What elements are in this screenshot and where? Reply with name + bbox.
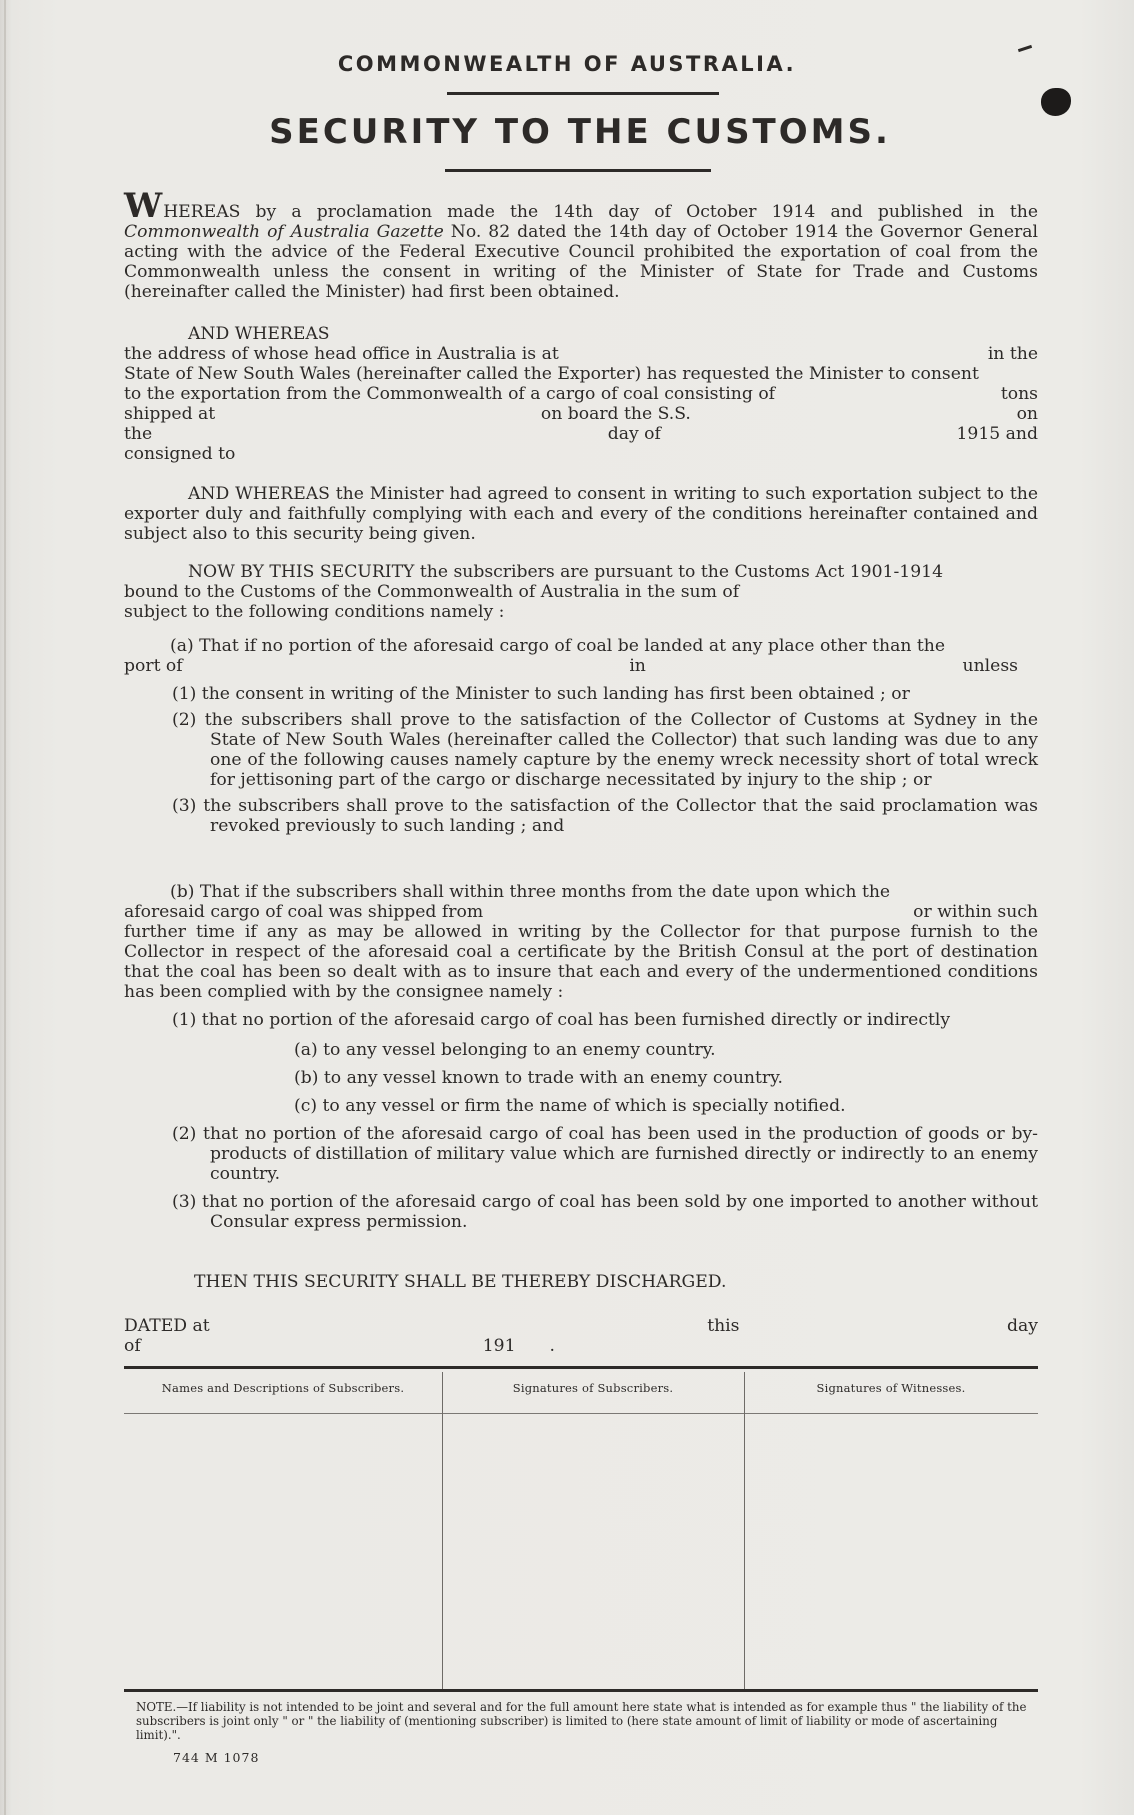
title-rule — [445, 169, 711, 172]
drop-cap: W — [124, 186, 163, 226]
whereas-paragraph — [124, 186, 1038, 302]
condition-b-item-1: (1) that no portion of the aforesaid cargo of coal has been furnished directly or indirectly — [172, 1010, 951, 1030]
and-whereas-block — [124, 324, 1038, 464]
table-top-rule — [124, 1366, 1038, 1369]
exporter-text: State of New South Wales (hereinafter called the Exporter) has requested the Minister to consent — [124, 364, 979, 384]
within-such-label: or within such — [913, 902, 1038, 922]
shipped-from-label: aforesaid cargo of coal was shipped from — [124, 902, 484, 922]
shipped-at-label: shipped at — [124, 404, 216, 424]
commonwealth-heading: COMMONWEALTH OF AUSTRALIA. — [337, 52, 797, 76]
page-edge — [4, 0, 6, 1815]
tons-label: tons — [1000, 384, 1038, 404]
of-label: of — [124, 1336, 141, 1356]
condition-a-item-1: (1) the consent in writing of the Minister to such landing has first been obtained ; or — [172, 684, 910, 704]
document-title: SECURITY TO THE CUSTOMS. — [269, 112, 891, 152]
condition-a-item-2: (2) the subscribers shall prove to the satisfaction of the Collector of Customs at Sydney in the State of New South Wales (hereinafter called the Collector) that such landing was due to any one of the following causes namely capture by the enemy wreck necessity short of total wreck for jettisoning part of the cargo or discharge necessitated by injury to the ship ; or — [172, 710, 1038, 790]
address-label: the address of whose head office in Australia is at — [124, 344, 559, 364]
table-bottom-rule — [124, 1689, 1038, 1692]
minister-agreed-paragraph — [124, 484, 1038, 544]
cargo-label: to the exportation from the Commonwealth of a cargo of coal consisting of — [124, 384, 776, 404]
condition-a-line1: (a) That if no portion of the aforesaid cargo of coal be landed at any place other than the — [170, 636, 946, 656]
condition-b-sub-c: (c) to any vessel or firm the name of which is specially notified. — [294, 1096, 846, 1116]
ink-mark — [1018, 45, 1032, 52]
this-label: this — [707, 1316, 740, 1336]
condition-b-item-2: (2) that no portion of the aforesaid cargo of coal has been used in the production of goods or by-products of distillation of military value which are furnished directly or indirectly to an enemy country. — [172, 1124, 1038, 1184]
whereas-line1: HEREAS by a proclamation made the 14th day of October 1914 and published in the — [163, 202, 1038, 222]
dated-at-label: DATED at — [124, 1316, 210, 1336]
discharge-block — [124, 1272, 1038, 1292]
gazette-name: Commonwealth of Australia Gazette — [124, 222, 444, 242]
dated-block — [124, 1316, 1038, 1356]
table-column-divider-1 — [442, 1372, 443, 1689]
in-the-label: in the — [987, 344, 1038, 364]
minister-agreed-text: AND WHEREAS the Minister had agreed to consent in writing to such exportation subject to the exporter duly and faithfully complying with each and every of the conditions hereinafter contained and subject also to this security being given. — [124, 484, 1038, 544]
now-by-this-line3: subject to the following conditions namely : — [124, 602, 505, 622]
unless-label: unless — [962, 656, 1018, 676]
heading-rule — [447, 92, 719, 95]
condition-b-line1: (b) That if the subscribers shall within three months from the date upon which the — [170, 882, 891, 902]
footnote: NOTE.—If liability is not intended to be joint and several and for the full amount here state what is intended as for example thus " the liability of the subscribers is joint only " or " the liability of (mentioning subscriber) is limited to (here state amount of limit of liability or mode of ascertaining limit).". — [136, 1700, 1027, 1742]
column-header-names: Names and Descriptions of Subscribers. — [161, 1381, 405, 1395]
condition-b-sub-b: (b) to any vessel known to trade with an enemy country. — [294, 1068, 783, 1088]
day-label: day — [1007, 1316, 1038, 1336]
table-column-divider-2 — [744, 1372, 745, 1689]
year-dot: . — [549, 1336, 555, 1356]
discharge-text: THEN THIS SECURITY SHALL BE THEREBY DISCHARGED. — [194, 1272, 727, 1292]
day-of-label: day of — [607, 424, 661, 444]
port-of-label: port of — [124, 656, 183, 676]
now-by-this-line2: bound to the Customs of the Commonwealth of Australia in the sum of — [124, 582, 740, 602]
condition-b-rest: further time if any as may be allowed in writing by the Collector for that purpose furnish to the Collector in respect of the aforesaid coal a certificate by the British Consul at the port of destination that the coal has been so dealt with as to insure that each and every of the undermentioned conditions has been complied with by the consignee namely : — [124, 922, 1038, 1002]
table-header-rule — [124, 1413, 1038, 1414]
condition-b-sub-a: (a) to any vessel belonging to an enemy country. — [294, 1040, 716, 1060]
now-by-this-line1: NOW BY THIS SECURITY the subscribers are pursuant to the Customs Act 1901-1914 — [188, 562, 944, 582]
form-code: 744 M 1078 — [173, 1750, 260, 1765]
the-label: the — [124, 424, 153, 444]
column-header-subscriber-signatures: Signatures of Subscribers. — [512, 1381, 674, 1395]
condition-b — [124, 882, 1038, 1232]
year-prefix: 191 — [482, 1336, 516, 1356]
and-whereas-heading: AND WHEREAS — [188, 324, 330, 344]
condition-a — [124, 636, 1038, 836]
in-label: in — [629, 656, 646, 676]
on-label: on — [1016, 404, 1038, 424]
condition-a-item-3: (3) the subscribers shall prove to the satisfaction of the Collector that the said proclamation was revoked previously to such landing ; and — [172, 796, 1038, 836]
year-label: 1915 and — [956, 424, 1038, 444]
condition-b-item-3: (3) that no portion of the aforesaid cargo of coal has been sold by one imported to another without Consular express permission. — [172, 1192, 1038, 1232]
consigned-label: consigned to — [124, 444, 236, 464]
column-header-witness-signatures: Signatures of Witnesses. — [816, 1381, 966, 1395]
now-by-this-block — [124, 562, 1038, 622]
on-board-label: on board the S.S. — [540, 404, 691, 424]
whereas-rest: No. 82 dated the 14th day of October 1914 the Governor General acting with the advice of the Federal Executive Council prohibited the exportation of coal from the Commonwealth unless the consent in writing of the Minister of State for Trade and Customs (hereinafter called the Minister) had first been obtained. — [124, 222, 1038, 302]
